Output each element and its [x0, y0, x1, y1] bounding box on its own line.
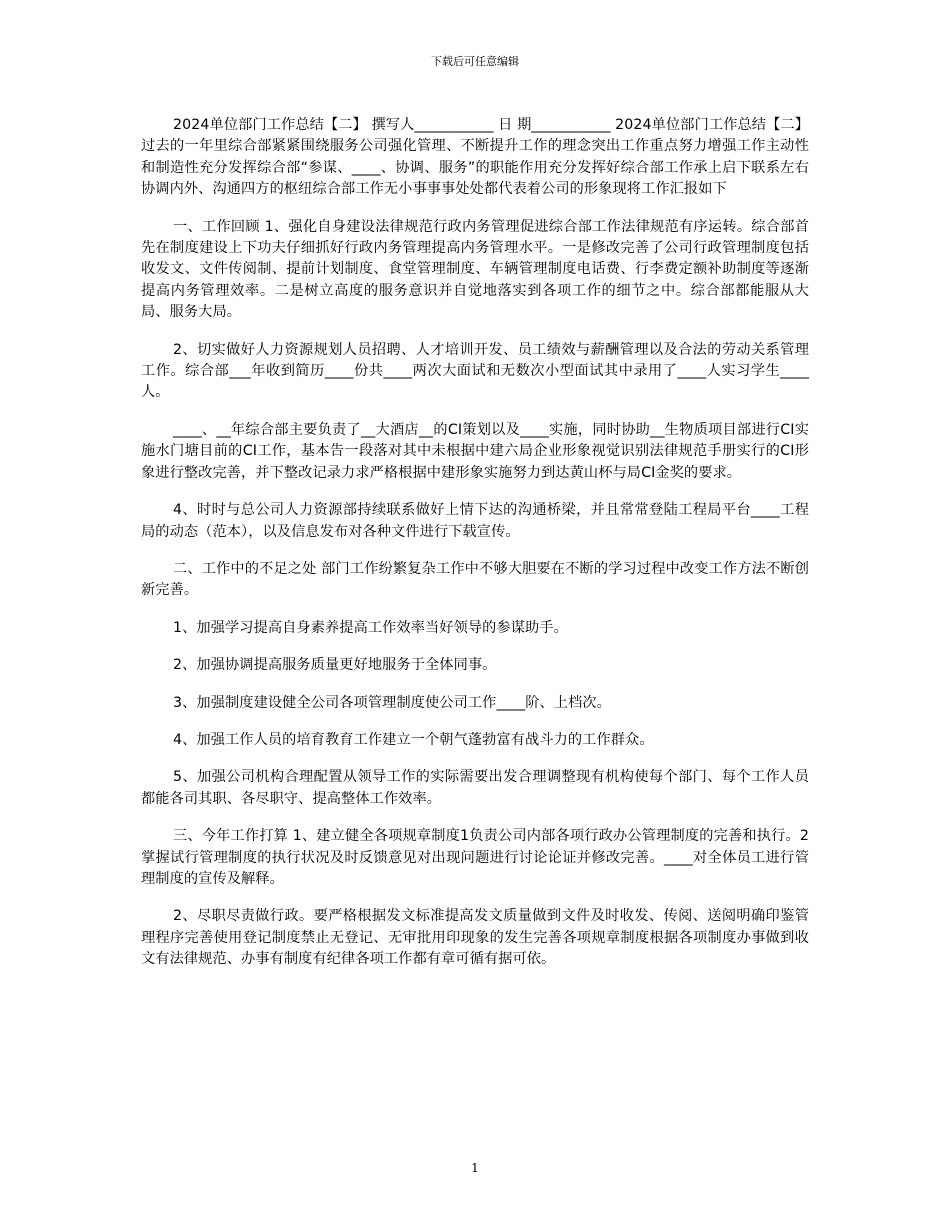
page-header: 下载后可任意编辑: [431, 55, 519, 68]
paragraph-list-item: 3、加强制度建设健全公司各项管理制度使公司工作____阶、上档次。: [173, 694, 611, 711]
paragraph-section-2: 二、工作中的不足之处 部门工作纷繁复杂工作中不够大胆要在不断的学习过程中改变工作方法不断创新完善。: [141, 560, 809, 599]
document-body: [141, 115, 809, 987]
paragraph-list-item: 5、加强公司机构合理配置从领导工作的实际需要出发合理调整现有机构使每个部门、每个工作人员都能各司其职、各尽职守、提高整体工作效率。: [141, 769, 809, 807]
paragraph-section-3: 三、今年工作打算 1、建立健全各项规章制度1负责公司内部各项行政办公管理制度的完善和执行。2掌握试行管理制度的执行状况及时反馈意见对出现问题进行讨论论证并修改完善。____对全体员工进行管理制度的宣传及解释。: [141, 828, 809, 887]
paragraph-title: 2024单位部门工作总结【二】 撰写人___________ 日 期___________ 2024单位部门工作总结【二】 过去的一年里综合部紧紧围绕服务公司强化管理、不断提升工作的理念突出工作重点努力增强工作主动性和制造性充分发挥综合部“参谋、____、协调、服务”的职能作用充分发挥好综合部工作承上启下联系左右协调内外、沟通四方的枢纽综合部工作无小事事事处处都代表着公司的形象现将工作汇报如下: [141, 117, 809, 198]
paragraph-item-4: 4、时时与总公司人力资源部持续联系做好上情下达的沟通桥梁，并且常常登陆工程局平台____工程局的动态（范本），以及信息发布对各种文件进行下载宣传。: [141, 502, 809, 540]
paragraph-section-1: 一、工作回顾 1、强化自身建设法律规范行政内务管理促进综合部工作法律规范有序运转。综合部首先在制度建设上下功夫仔细抓好行政内务管理提高内务管理水平。一是修改完善了公司行政管理制度包括收发文、文件传阅制、提前计划制度、食堂管理制度、车辆管理制度电话费、行李费定额补助制度等逐渐提高内务管理效率。二是树立高度的服务意识并自觉地落实到各项工作的细节之中。综合部都能服从大局、服务大局。: [141, 218, 809, 321]
paragraph-item-3: ____、__年综合部主要负责了__大酒店__的CI策划以及____实施，同时协助__生物质项目部进行CI实施水门塘目前的CI工作，基本告一段落对其中未根据中建六局企业形象视觉识别法律规范手册实行的CI形象进行整改完善，并下整改记录力求严格根据中建形象实施努力到达黄山杯与局CI金奖的要求。: [141, 421, 809, 481]
page-number: 1: [471, 1161, 479, 1175]
paragraph-list-item: 2、加强协调提高服务质量更好地服务于全体同事。: [173, 657, 497, 674]
paragraph-list-item: 4、加强工作人员的培育教育工作建立一个朝气蓬勃富有战斗力的工作群众。: [173, 731, 654, 748]
paragraph-list-item: 1、加强学习提高自身素养提高工作效率当好领导的参谋助手。: [173, 619, 568, 636]
paragraph-item-2: 2、切实做好人力资源规划人员招聘、人才培训开发、员工绩效与薪酬管理以及合法的劳动关系管理工作。综合部___年收到简历____份共____两次大面试和无数次小型面试其中录用了____人实习学生____人。: [141, 341, 809, 401]
paragraph-item-3-2: 2、尽职尽责做行政。要严格根据发文标准提高发文质量做到文件及时收发、传阅、送阅明确印鉴管理程序完善使用登记制度禁止无登记、无审批用印现象的发生完善各项规章制度根据各项制度办事做到收文有法律规范、办事有制度有纪律各项工作都有章可循有据可依。: [141, 908, 809, 968]
